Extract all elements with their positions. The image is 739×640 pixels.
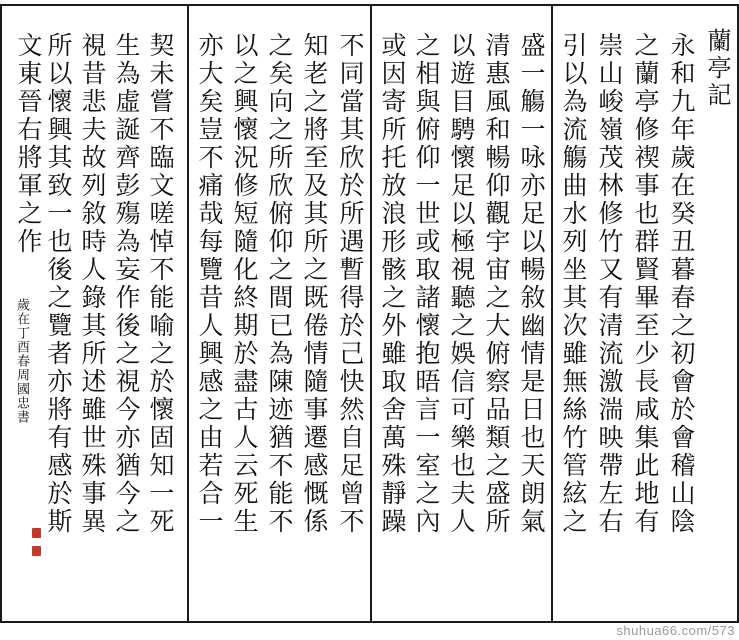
calligraphy-column: 崇山峻嶺茂林修竹又有清流激湍映帶左右: [595, 32, 624, 536]
calligraphy-column: 以遊目騁懷足以極視聽之娛信可樂也夫人: [447, 32, 476, 536]
calligraphy-column: 以之興懷況修短隨化終期於盡古人云死生: [230, 32, 259, 536]
calligraphy-column: 之相與俯仰一世或取諸懷抱晤言一室之內: [412, 32, 441, 536]
calligraphy-column: 永和九年歲在癸丑暮春之初會於會稽山陰: [667, 32, 696, 536]
calligraphy-column: 引以為流觴曲水列坐其次雖無絲竹管絃之: [559, 32, 588, 536]
calligraphy-column: 生為虛誕齊彭殤為妄作後之視今亦猶今之: [112, 32, 141, 536]
scroll-panel-3: [187, 4, 372, 623]
calligraphy-column: 知老之將至及其所之既倦情隨事遷感慨係: [300, 32, 329, 536]
signature-inscription: 歲在丁酉春周國忠書: [14, 298, 29, 424]
calligraphy-column: 盛一觴一咏亦足以暢敘幽情是日也天朗氣: [517, 32, 546, 536]
scroll-panel-1: [551, 4, 739, 623]
calligraphy-column: 之蘭亭修禊事也群賢畢至少長咸集此地有: [631, 32, 660, 536]
calligraphy-column: 清惠風和暢仰觀宇宙之大俯察品類之盛所: [482, 32, 511, 536]
scroll-panel-2: [370, 4, 553, 623]
calligraphy-column: 亦大矣豈不痛哉每覽昔人興感之由若合一: [195, 32, 224, 536]
scroll-panel-4: [0, 4, 189, 623]
red-seal-stamp: [32, 528, 41, 538]
calligraphy-column: 之矣向之所欣俯仰之間已為陳迹猶不能不: [265, 32, 294, 536]
calligraphy-column: 視昔悲夫故列敘時人錄其所述雖世殊事異: [78, 32, 107, 536]
calligraphy-column: 不同當其欣於所遇暫得於己快然自足曾不: [336, 32, 365, 536]
watermark-text: shuhua66.com/573: [616, 623, 735, 638]
calligraphy-column: 蘭亭記: [703, 28, 731, 109]
calligraphy-column: 或因寄所托放浪形骸之外雖取舍萬殊靜躁: [378, 32, 407, 536]
calligraphy-column: 契未嘗不臨文嗟悼不能喻之於懷固知一死: [146, 32, 175, 536]
calligraphy-column: 文東晉右將軍之作: [14, 32, 43, 256]
calligraphy-column: 所以懷興其致一也後之覽者亦將有感於斯: [44, 32, 73, 536]
red-seal-stamp: [32, 546, 41, 556]
